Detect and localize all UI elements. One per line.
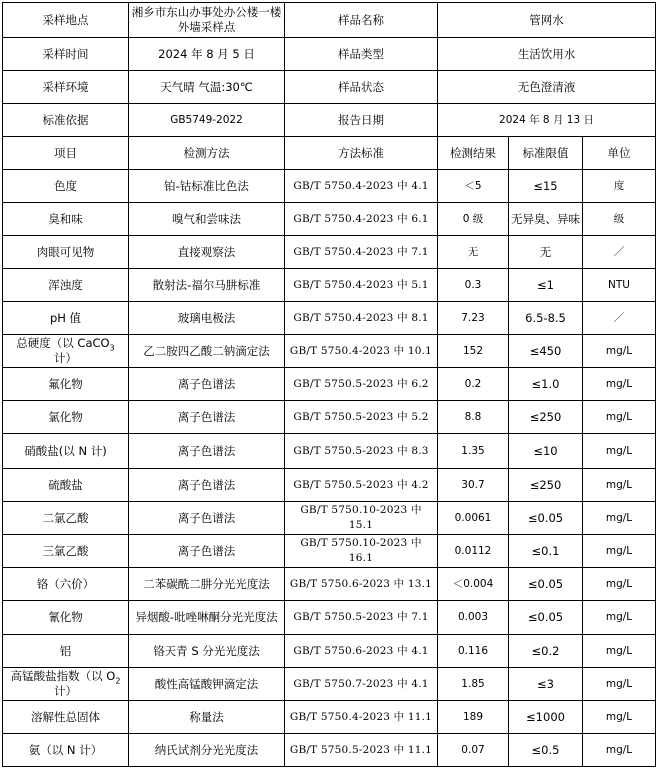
- item-text-suffix: 计）: [54, 351, 77, 365]
- cell-limit: ≤15: [509, 170, 583, 203]
- cell-item: 铬（六价）: [3, 568, 129, 601]
- cell-standard: GB/T 5750.6-2023 中 13.1: [285, 568, 438, 601]
- cell-item: 二氯乙酸: [3, 502, 129, 535]
- table-row: [3, 203, 656, 236]
- cell-standard: GB/T 5750.4-2023 中 10.1: [285, 335, 438, 368]
- cell-item: [3, 335, 129, 368]
- cell-method: 铂-钴标准比色法: [129, 170, 285, 203]
- cell-limit: ≤1000: [509, 701, 583, 734]
- header-standard: 方法标准: [285, 137, 438, 170]
- cell-limit: ≤0.05: [509, 502, 583, 535]
- cell-result: 0.0112: [438, 535, 509, 568]
- cell-result: ＜0.004: [438, 568, 509, 601]
- item-subscript: 2: [115, 676, 121, 686]
- report-value: 2024 年 8 月 13 日: [438, 104, 656, 137]
- cell-method: 乙二胺四乙酸二钠滴定法: [129, 335, 285, 368]
- cell-item: pH 值: [3, 302, 129, 335]
- cell-result: 30.7: [438, 469, 509, 502]
- cell-result: 0 级: [438, 203, 509, 236]
- table-row: [3, 434, 656, 469]
- cell-result: ＜5: [438, 170, 509, 203]
- table-row: [3, 302, 656, 335]
- cell-limit: ≤250: [509, 469, 583, 502]
- cell-limit: ≤0.05: [509, 601, 583, 635]
- table-row: [3, 502, 656, 535]
- cell-standard: GB/T 5750.5-2023 中 4.2: [285, 469, 438, 502]
- cell-item: 氟化物: [3, 368, 129, 401]
- cell-limit: 无: [509, 236, 583, 269]
- header-item: 项目: [3, 137, 129, 170]
- sample-name-label: 样品名称: [285, 3, 438, 38]
- cell-unit: mg/L: [583, 734, 656, 767]
- cell-method: 离子色谱法: [129, 401, 285, 434]
- cell-unit: mg/L: [583, 568, 656, 601]
- cell-item: 氨（以 N 计）: [3, 734, 129, 767]
- cell-method: 离子色谱法: [129, 469, 285, 502]
- cell-result: 0.07: [438, 734, 509, 767]
- cell-item: [3, 668, 129, 701]
- cell-result: 0.003: [438, 601, 509, 635]
- table-row: [3, 236, 656, 269]
- table-row: [3, 601, 656, 635]
- cell-standard: GB/T 5750.4-2023 中 11.1: [285, 701, 438, 734]
- table-row: [3, 368, 656, 401]
- water-test-report-table: [2, 2, 656, 767]
- table-row: [3, 668, 656, 701]
- cell-result: 0.116: [438, 635, 509, 668]
- item-subscript: 3: [109, 343, 115, 353]
- cell-standard: GB/T 5750.4-2023 中 4.1: [285, 170, 438, 203]
- cell-method: 离子色谱法: [129, 368, 285, 401]
- cell-unit: mg/L: [583, 434, 656, 469]
- cell-unit: mg/L: [583, 368, 656, 401]
- cell-method: 玻璃电极法: [129, 302, 285, 335]
- cell-limit: ≤0.05: [509, 568, 583, 601]
- item-text-suffix: 计）: [54, 684, 77, 698]
- cell-item: 硫酸盐: [3, 469, 129, 502]
- cell-result: 0.3: [438, 269, 509, 302]
- cell-method: 酸性高锰酸钾滴定法: [129, 668, 285, 701]
- cell-method: 直接观察法: [129, 236, 285, 269]
- cell-limit: ≤1.0: [509, 368, 583, 401]
- cell-result: 0.2: [438, 368, 509, 401]
- header-method: 检测方法: [129, 137, 285, 170]
- cell-standard: GB/T 5750.7-2023 中 4.1: [285, 668, 438, 701]
- table-row: [3, 401, 656, 434]
- cell-method: 二苯碳酰二肼分光光度法: [129, 568, 285, 601]
- cell-method: 铬天青 S 分光光度法: [129, 635, 285, 668]
- cell-result: 7.23: [438, 302, 509, 335]
- cell-unit: mg/L: [583, 335, 656, 368]
- cell-standard: GB/T 5750.10-2023 中 15.1: [285, 502, 438, 535]
- cell-result: 1.85: [438, 668, 509, 701]
- env-value: 天气晴 气温:30℃: [129, 71, 285, 104]
- cell-unit: mg/L: [583, 401, 656, 434]
- info-row-site: [3, 3, 656, 38]
- cell-item: 铝: [3, 635, 129, 668]
- cell-result: 8.8: [438, 401, 509, 434]
- table-row: [3, 734, 656, 767]
- cell-standard: GB/T 5750.5-2023 中 11.1: [285, 734, 438, 767]
- table-row: [3, 269, 656, 302]
- cell-result: 0.0061: [438, 502, 509, 535]
- cell-unit: 级: [583, 203, 656, 236]
- basis-value: GB5749-2022: [129, 104, 285, 137]
- cell-method: 纳氏试剂分光光度法: [129, 734, 285, 767]
- cell-standard: GB/T 5750.5-2023 中 6.2: [285, 368, 438, 401]
- cell-result: 无: [438, 236, 509, 269]
- cell-unit: mg/L: [583, 535, 656, 568]
- cell-unit: mg/L: [583, 601, 656, 635]
- cell-limit: ≤1: [509, 269, 583, 302]
- header-result: 检测结果: [438, 137, 509, 170]
- header-unit: 单位: [583, 137, 656, 170]
- cell-item: 溶解性总固体: [3, 701, 129, 734]
- cell-result: 152: [438, 335, 509, 368]
- info-row-env: [3, 71, 656, 104]
- cell-limit: ≤450: [509, 335, 583, 368]
- cell-item: 硝酸盐(以 N 计): [3, 434, 129, 469]
- state-value: 无色澄清液: [438, 71, 656, 104]
- cell-result: 189: [438, 701, 509, 734]
- cell-unit: mg/L: [583, 469, 656, 502]
- cell-standard: GB/T 5750.4-2023 中 7.1: [285, 236, 438, 269]
- cell-limit: 6.5-8.5: [509, 302, 583, 335]
- cell-standard: GB/T 5750.4-2023 中 6.1: [285, 203, 438, 236]
- site-label: 采样地点: [3, 3, 129, 38]
- cell-unit: mg/L: [583, 502, 656, 535]
- cell-limit: ≤3: [509, 668, 583, 701]
- env-label: 采样环境: [3, 71, 129, 104]
- state-label: 样品状态: [285, 71, 438, 104]
- item-text: 总硬度（以 CaCO: [16, 336, 110, 350]
- cell-limit: ≤0.1: [509, 535, 583, 568]
- cell-limit: ≤0.5: [509, 734, 583, 767]
- cell-standard: GB/T 5750.5-2023 中 8.3: [285, 434, 438, 469]
- cell-method: 离子色谱法: [129, 535, 285, 568]
- cell-method: 称量法: [129, 701, 285, 734]
- table-row: [3, 170, 656, 203]
- cell-unit: 度: [583, 170, 656, 203]
- cell-method: 离子色谱法: [129, 502, 285, 535]
- cell-standard: GB/T 5750.4-2023 中 5.1: [285, 269, 438, 302]
- cell-unit: mg/L: [583, 701, 656, 734]
- cell-unit: NTU: [583, 269, 656, 302]
- cell-item: 臭和味: [3, 203, 129, 236]
- cell-limit: ≤250: [509, 401, 583, 434]
- cell-standard: GB/T 5750.4-2023 中 8.1: [285, 302, 438, 335]
- time-value: 2024 年 8 月 5 日: [129, 38, 285, 71]
- cell-unit: mg/L: [583, 668, 656, 701]
- table-row: [3, 701, 656, 734]
- cell-limit: ≤0.2: [509, 635, 583, 668]
- cell-unit: ／: [583, 302, 656, 335]
- table-row: [3, 335, 656, 368]
- cell-unit: ／: [583, 236, 656, 269]
- cell-item: 氰化物: [3, 601, 129, 635]
- basis-label: 标准依据: [3, 104, 129, 137]
- table-row: [3, 635, 656, 668]
- time-label: 采样时间: [3, 38, 129, 71]
- cell-item: 浑浊度: [3, 269, 129, 302]
- cell-method: 嗅气和尝味法: [129, 203, 285, 236]
- cell-standard: GB/T 5750.5-2023 中 5.2: [285, 401, 438, 434]
- cell-limit: 无异臭、异味: [509, 203, 583, 236]
- cell-standard: GB/T 5750.5-2023 中 7.1: [285, 601, 438, 635]
- sample-name-value: 管网水: [438, 3, 656, 38]
- cell-method: 异烟酸-吡唑啉酮分光光度法: [129, 601, 285, 635]
- type-value: 生活饮用水: [438, 38, 656, 71]
- cell-method: 散射法-福尔马肼标准: [129, 269, 285, 302]
- cell-item: 三氯乙酸: [3, 535, 129, 568]
- cell-standard: GB/T 5750.6-2023 中 4.1: [285, 635, 438, 668]
- cell-item: 氯化物: [3, 401, 129, 434]
- item-text: 高锰酸盐指数（以 O: [10, 669, 116, 683]
- table-row: [3, 568, 656, 601]
- cell-unit: mg/L: [583, 635, 656, 668]
- cell-item: 色度: [3, 170, 129, 203]
- header-limit: 标准限值: [509, 137, 583, 170]
- report-label: 报告日期: [285, 104, 438, 137]
- cell-standard: GB/T 5750.10-2023 中 16.1: [285, 535, 438, 568]
- site-value: 湘乡市东山办事处办公楼一楼外墙采样点: [129, 3, 285, 38]
- table-row: [3, 469, 656, 502]
- table-row: [3, 535, 656, 568]
- info-row-time: [3, 38, 656, 71]
- info-row-basis: [3, 104, 656, 137]
- cell-result: 1.35: [438, 434, 509, 469]
- header-row: [3, 137, 656, 170]
- cell-item: 肉眼可见物: [3, 236, 129, 269]
- type-label: 样品类型: [285, 38, 438, 71]
- cell-limit: ≤10: [509, 434, 583, 469]
- cell-method: 离子色谱法: [129, 434, 285, 469]
